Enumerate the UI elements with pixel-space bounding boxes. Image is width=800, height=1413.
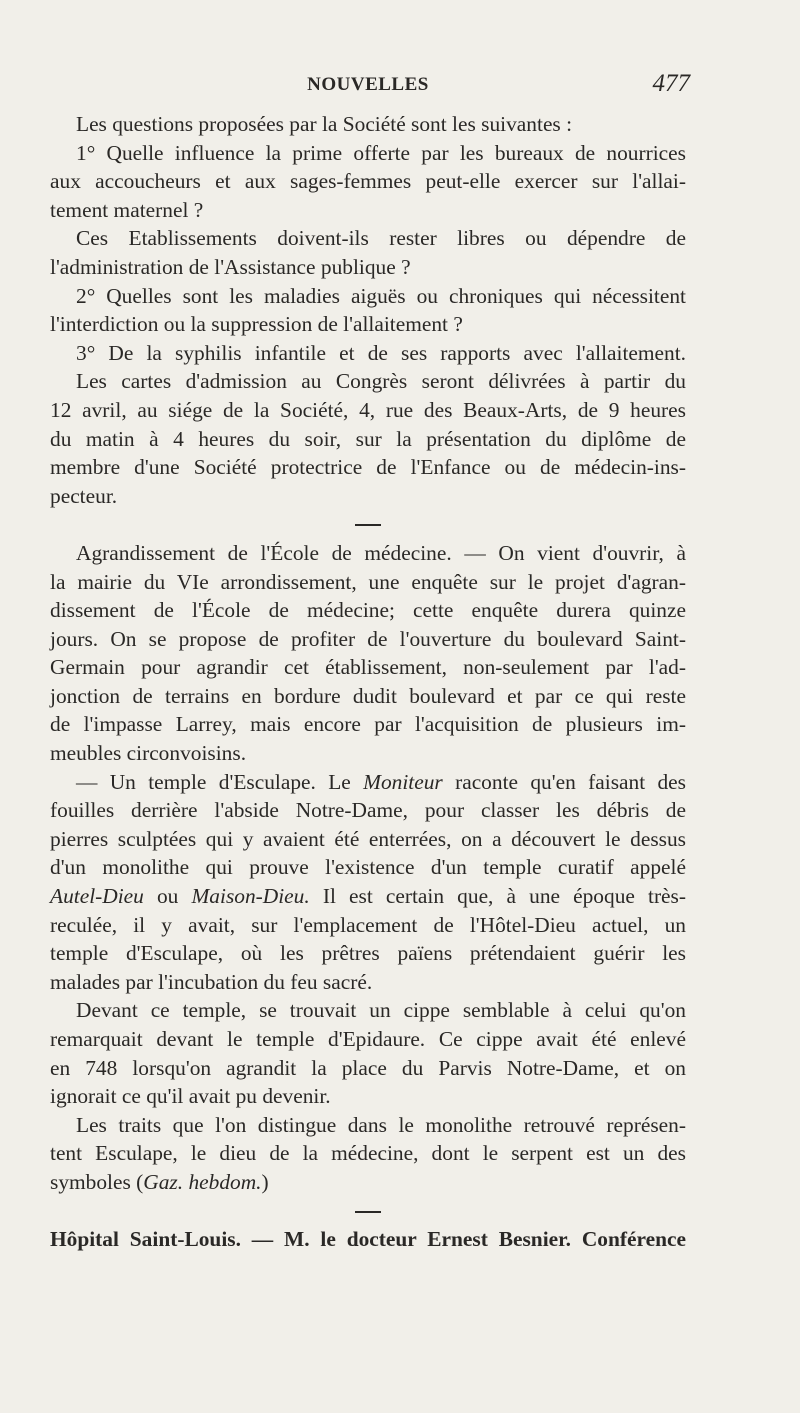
text-line: la mairie du VIe arrondissement, une enquête sur le projet d'agran- <box>50 569 686 594</box>
text-line: remarquait devant le temple d'Epidaure. Ce cippe avait été enlevé <box>50 1027 686 1051</box>
text-run: ou <box>143 884 192 909</box>
text-run: ) <box>261 1169 269 1194</box>
text-run: Il est certain que, à une époque très- <box>309 884 687 909</box>
text-line: en 748 lorsqu'on agrandit la place du Parvis Notre-Dame, et on <box>50 1055 686 1080</box>
text-line: 2° Quelles sont les maladies aiguës ou chroniques qui nécessitent <box>76 283 686 308</box>
text-run: symboles ( <box>50 1169 144 1194</box>
text-line <box>50 1168 686 1197</box>
text-line: jonction de terrains en bordure dudit boulevard et par ce qui reste <box>50 683 686 708</box>
text-line: ignorait ce qu'il avait pu devenir. <box>50 1084 331 1109</box>
text-line: Les cartes d'admission au Congrès seront délivrées à partir du <box>76 369 686 394</box>
text-line: membre d'une Société protectrice de l'Enfance ou de médecin-ins- <box>50 455 686 480</box>
source-citation: Gaz. hebdom. <box>143 1169 262 1194</box>
running-title: NOUVELLES <box>307 74 429 95</box>
text-line: 12 avril, au siége de la Société, 4, rue des Beaux-Arts, de 9 heures <box>50 397 686 422</box>
newspaper-title: Moniteur <box>363 769 443 794</box>
text-line: dissement de l'École de médecine; cette enquête durera quinze <box>50 598 686 623</box>
text-line: d'un monolithe qui prouve l'existence d'un temple curatif appelé <box>50 855 686 880</box>
text-run: raconte qu'en faisant des <box>442 769 687 794</box>
text-line: meubles circonvoisins. <box>50 741 247 766</box>
text-line: Hôpital Saint-Louis. — M. le docteur Ernest Besnier. Conférence <box>50 1227 686 1252</box>
text-line: temple d'Esculape, où les prêtres païens prétendaient guérir les <box>50 941 686 966</box>
text-line <box>50 882 686 911</box>
text-line: tent Esculape, le dieu de la médecine, dont le serpent est un des <box>50 1141 686 1166</box>
text-line: jours. On se propose de profiter de l'ouverture du boulevard Saint- <box>50 626 686 651</box>
text-line: pecteur. <box>50 483 118 508</box>
page-number: 477 <box>652 70 690 97</box>
text-line: tement maternel ? <box>50 197 204 222</box>
text-line: fouilles derrière l'abside Notre-Dame, pour classer les débris de <box>50 798 686 823</box>
text-line: Les traits que l'on distingue dans le monolithe retrouvé représen- <box>76 1112 686 1137</box>
italic-term: Maison-Dieu. <box>191 884 310 909</box>
text-line: 1° Quelle influence la prime offerte par les bureaux de nourrices <box>76 140 686 165</box>
text-line: 3° De la syphilis infantile et de ses rapports avec l'allaitement. <box>76 340 686 365</box>
text-line: malades par l'incubation du feu sacré. <box>50 969 373 994</box>
section-divider <box>50 510 686 539</box>
text-line: reculée, il y avait, sur l'emplacement de l'Hôtel-Dieu actuel, un <box>50 912 686 937</box>
text-line: Ces Etablissements doivent-ils rester libres ou dépendre de <box>76 226 686 251</box>
text-line: aux accoucheurs et aux sages-femmes peut-elle exercer sur l'allai- <box>50 169 686 194</box>
text-line: du matin à 4 heures du soir, sur la présentation du diplôme de <box>50 426 686 451</box>
text-line: Agrandissement de l'École de médecine. — On vient d'ouvrir, à <box>76 540 686 565</box>
text-line: l'administration de l'Assistance publique ? <box>50 254 411 279</box>
page-header <box>52 70 690 106</box>
section-divider <box>50 1197 686 1226</box>
text-line <box>50 768 686 797</box>
article-body <box>50 110 686 1254</box>
text-line: de l'impasse Larrey, mais encore par l'acquisition de plusieurs im- <box>50 712 686 737</box>
text-line: Les questions proposées par la Société sont les suivantes : <box>76 112 573 136</box>
text-line: Devant ce temple, se trouvait un cippe semblable à celui qu'on <box>76 998 686 1023</box>
text-run: — Un temple d'Esculape. Le <box>76 769 364 794</box>
text-line: Germain pour agrandir cet établissement, non-seulement par l'ad- <box>50 655 686 680</box>
italic-term: Autel-Dieu <box>50 884 144 909</box>
text-line: pierres sculptées qui y avaient été enterrées, on a découvert le dessus <box>50 826 686 851</box>
text-line: l'interdiction ou la suppression de l'allaitement ? <box>50 312 463 337</box>
